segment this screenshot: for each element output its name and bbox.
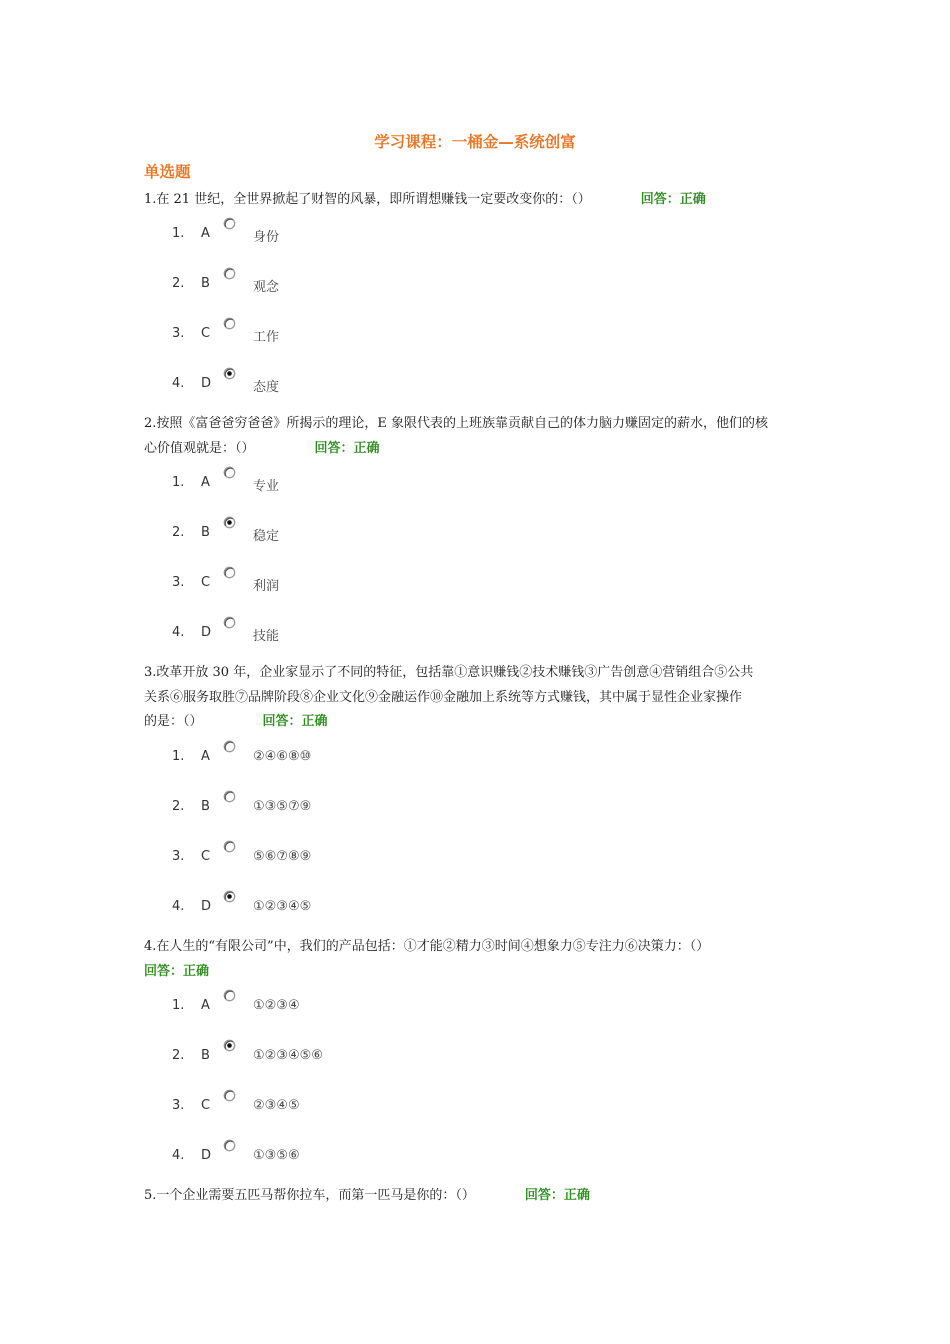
option-letter: B bbox=[201, 799, 210, 814]
option-number: 3. bbox=[172, 575, 185, 590]
option-text: ⑤⑥⑦⑧⑨ bbox=[253, 849, 312, 864]
radio-icon[interactable] bbox=[223, 989, 236, 1002]
option-letter: A bbox=[201, 475, 210, 490]
option-text: ②③④⑤ bbox=[253, 1098, 300, 1113]
option-number: 1. bbox=[172, 226, 185, 241]
question-3-text-line-3: 的是：（） bbox=[144, 714, 203, 729]
radio-icon[interactable] bbox=[223, 790, 236, 803]
answer-status: 回答：正确 bbox=[524, 1188, 590, 1203]
option-letter: C bbox=[201, 1098, 211, 1113]
option-number: 4. bbox=[172, 1148, 185, 1163]
option-letter: A bbox=[201, 749, 210, 764]
radio-selected-icon[interactable] bbox=[223, 367, 236, 380]
option-letter: B bbox=[201, 276, 210, 291]
question-3-text-line-1: 3.改革开放 30 年，企业家显示了不同的特征，包括靠①意识赚钱②技术赚钱③广告创意④营销组合⑤公共 bbox=[144, 665, 754, 680]
option-letter: B bbox=[201, 1048, 210, 1063]
radio-icon[interactable] bbox=[223, 1139, 236, 1152]
option-number: 3. bbox=[172, 1098, 185, 1113]
option-letter: C bbox=[201, 849, 211, 864]
question-5 bbox=[144, 1184, 814, 1209]
radio-selected-icon[interactable] bbox=[223, 1039, 236, 1052]
option-text: ②④⑥⑧⑩ bbox=[253, 749, 312, 764]
option-letter: C bbox=[201, 575, 211, 590]
option-letter: B bbox=[201, 525, 210, 540]
answer-status: 回答：正确 bbox=[640, 192, 706, 207]
option-text: 稳定 bbox=[253, 529, 280, 544]
option-number: 3. bbox=[172, 326, 185, 341]
option-text: 态度 bbox=[253, 380, 280, 395]
radio-selected-icon[interactable] bbox=[223, 890, 236, 903]
section-heading: 单选题 bbox=[144, 163, 191, 181]
option-number: 2. bbox=[172, 799, 185, 814]
answer-status: 回答：正确 bbox=[314, 440, 380, 456]
option-letter: C bbox=[201, 326, 211, 341]
option-text: ①②③④ bbox=[253, 998, 300, 1013]
question-2-text-line-1: 2.按照《富爸爸穷爸爸》所揭示的理论，E 象限代表的上班族靠贡献自己的体力脑力赚固定的薪水，他们的核 bbox=[144, 416, 769, 431]
radio-icon[interactable] bbox=[223, 317, 236, 330]
question-1 bbox=[144, 188, 814, 213]
option-text: 工作 bbox=[253, 330, 280, 345]
option-letter: D bbox=[201, 376, 212, 391]
question-2-text-line-2: 心价值观就是：（） bbox=[144, 440, 255, 456]
radio-icon[interactable] bbox=[223, 267, 236, 280]
page-title: 学习课程：一桶金—系统创富 bbox=[374, 133, 576, 151]
option-text: ①③⑤⑦⑨ bbox=[253, 799, 312, 814]
question-3-text-line-2: 关系⑥服务取胜⑦品牌阶段⑧企业文化⑨金融运作⑩金融加上系统等方式赚钱，其中属于显性企业家操作 bbox=[144, 689, 743, 705]
option-number: 2. bbox=[172, 1048, 185, 1063]
radio-icon[interactable] bbox=[223, 740, 236, 753]
option-number: 3. bbox=[172, 849, 185, 864]
radio-icon[interactable] bbox=[223, 1089, 236, 1102]
radio-icon[interactable] bbox=[223, 840, 236, 853]
question-4 bbox=[144, 935, 814, 984]
option-text: 技能 bbox=[253, 629, 280, 644]
option-text: 利润 bbox=[253, 579, 280, 594]
question-1-text: 1.在 21 世纪，全世界掀起了财智的风暴，即所谓想赚钱一定要改变你的：（） bbox=[144, 192, 591, 207]
answer-status: 回答：正确 bbox=[144, 963, 210, 979]
option-text: 专业 bbox=[253, 479, 280, 494]
option-text: 观念 bbox=[253, 280, 280, 295]
option-number: 1. bbox=[172, 998, 185, 1013]
option-number: 4. bbox=[172, 376, 185, 391]
question-4-text: 4.在人生的“有限公司”中，我们的产品包括：①才能②精力③时间④想象力⑤专注力⑥决策力：（） bbox=[144, 939, 710, 954]
radio-icon[interactable] bbox=[223, 466, 236, 479]
radio-selected-icon[interactable] bbox=[223, 516, 236, 529]
option-text: 身份 bbox=[253, 230, 280, 245]
option-number: 1. bbox=[172, 749, 185, 764]
question-5-text: 5.一个企业需要五匹马帮你拉车，而第一匹马是你的：（） bbox=[144, 1188, 475, 1203]
option-letter: D bbox=[201, 1148, 212, 1163]
radio-icon[interactable] bbox=[223, 616, 236, 629]
option-number: 2. bbox=[172, 276, 185, 291]
option-letter: A bbox=[201, 226, 210, 241]
radio-icon[interactable] bbox=[223, 217, 236, 230]
option-number: 1. bbox=[172, 475, 185, 490]
question-2 bbox=[144, 412, 814, 461]
option-text: ①②③④⑤⑥ bbox=[253, 1048, 323, 1063]
answer-status: 回答：正确 bbox=[262, 714, 328, 729]
option-text: ①③⑤⑥ bbox=[253, 1148, 300, 1163]
radio-icon[interactable] bbox=[223, 566, 236, 579]
option-number: 2. bbox=[172, 525, 185, 540]
option-number: 4. bbox=[172, 625, 185, 640]
option-number: 4. bbox=[172, 899, 185, 914]
option-letter: A bbox=[201, 998, 210, 1013]
option-letter: D bbox=[201, 625, 212, 640]
question-3 bbox=[144, 661, 814, 735]
option-letter: D bbox=[201, 899, 212, 914]
option-text: ①②③④⑤ bbox=[253, 899, 312, 914]
